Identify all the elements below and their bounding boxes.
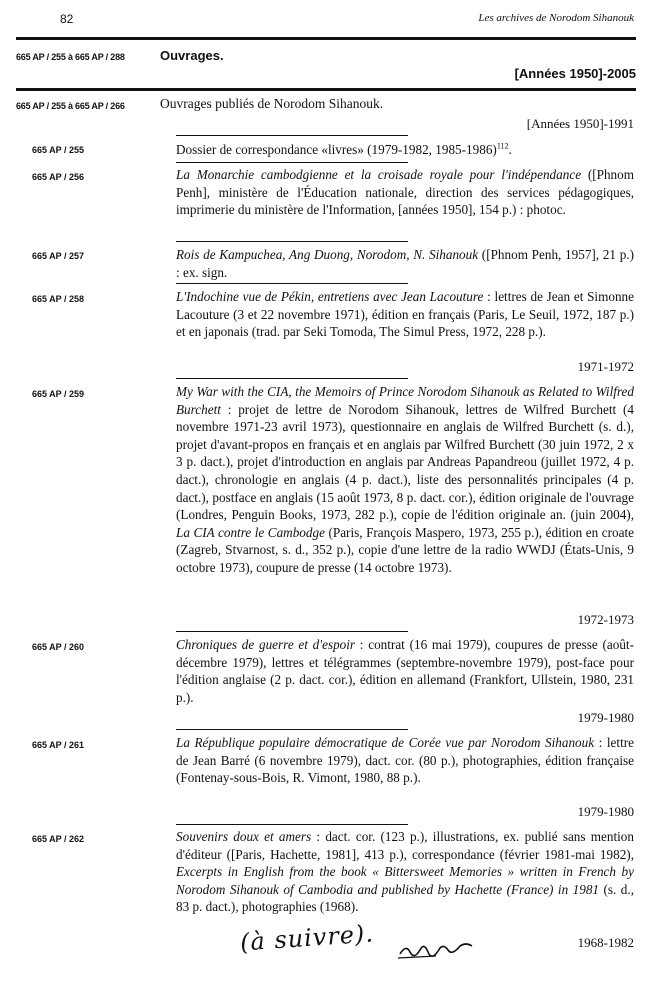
running-title: Les archives de Norodom Sihanouk <box>478 12 634 24</box>
entry-258: L'Indochine vue de Pékin, entretiens avec Jean Lacouture : lettres de Jean et Simonne Lacouture (3 et 22 novembre 1971), édition en français (Paris, Le Seuil, 1972, 187 p.) et en japonais (trad. par Seki Tomoda, The Simul Press, 1972, 228 p.). <box>176 289 634 340</box>
subseries-title: Ouvrages publiés de Norodom Sihanouk. <box>160 96 384 111</box>
entry-257: Rois de Kampuchea, Ang Duong, Norodom, N. Sihanouk ([Phnom Penh, 1957], 21 p.) : ex. sign. <box>176 247 634 280</box>
entry-dates: 1979-1980 <box>577 804 634 819</box>
entry-title: La Monarchie cambodgienne et la croisade royale pour l'indépendance <box>176 167 582 182</box>
entry-title: La République populaire démocratique de Corée vue par Norodom Sihanouk <box>176 735 595 750</box>
page-number: 82 <box>60 12 74 26</box>
series-code: 665 AP / 255 à 665 AP / 288 <box>16 52 125 62</box>
header-rule <box>16 37 636 40</box>
signature-scribble-icon <box>396 934 476 964</box>
entry-dates: 1979-1980 <box>577 710 634 725</box>
entry-separator <box>176 135 408 136</box>
entry-separator <box>176 378 408 379</box>
entry-title: Rois de Kampuchea, Ang Duong, Norodom, N. Sihanouk <box>176 247 479 262</box>
subseries-code: 665 AP / 255 à 665 AP / 266 <box>16 101 125 111</box>
series-dates: [Années 1950]-2005 <box>514 66 636 81</box>
entry-title: Chroniques de guerre et d'espoir <box>176 637 356 652</box>
entry-code: 665 AP / 262 <box>32 834 85 844</box>
subseries-dates: [Années 1950]-1991 <box>526 116 634 131</box>
entry-title-2: Excerpts in English from the book « Bittersweet Memories » written in French by Norodom Sihanouk of Cambodia and published by Hachette (France) in 1981 <box>176 864 634 897</box>
series-rule <box>16 88 636 91</box>
entry-255: Dossier de correspondance «livres» (1979-1982, 1985-1986)$^{112}$. <box>176 141 512 157</box>
entry-title: My War with the CIA, the Memoirs of Prince Norodom Sihanouk as Related to Wilfred Burchett <box>176 384 634 417</box>
entry-code: 665 AP / 260 <box>32 642 85 652</box>
entry-code: 665 AP / 259 <box>32 389 85 399</box>
entry-code: 665 AP / 255 <box>32 145 85 155</box>
entry-dates: 1971-1972 <box>577 359 634 374</box>
entry-262: Souvenirs doux et amers : dact. cor. (123 p.), illustrations, ex. publié sans mention d'éditeur ([Paris, Hachette, 1981], 413 p.), correspondance (février 1981-mai 1982), Excerpts in English from the book « Bittersweet Memories » written in French by Norodom Sihanouk of Cambodia and published by Hachette (France) in 1981 (s. d., 83 p. dact.), photographies (1968). <box>176 829 634 915</box>
entry-title: L'Indochine vue de Pékin, entretiens avec Jean Lacouture <box>176 289 484 304</box>
entry-261: La République populaire démocratique de Corée vue par Norodom Sihanouk : lettre de Jean Barré (6 novembre 1979), dact. cor. (80 p.), photographies, édition française (Fontenay-sous-Bois, R. Vimont, 1980, 88 p.). <box>176 735 634 786</box>
entry-separator <box>176 283 408 284</box>
entry-code: 665 AP / 257 <box>32 251 85 261</box>
series-title: Ouvrages. <box>160 48 224 63</box>
entry-separator <box>176 631 408 632</box>
handwritten-note: (à suivre). <box>239 919 375 957</box>
entry-260: Chroniques de guerre et d'espoir : contrat (16 mai 1979), coupures de presse (août-décembre 1979), lettres et télégrammes (septembre-novembre 1979), post-face pour l'édition anglaise (2 p. dact. cor.), édition en allemand (Frankfort, Ullstein, 1980, 231 p.). <box>176 637 634 705</box>
entry-code: 665 AP / 256 <box>32 172 85 182</box>
entry-separator <box>176 162 408 163</box>
entry-code: 665 AP / 261 <box>32 740 85 750</box>
entry-259: My War with the CIA, the Memoirs of Prince Norodom Sihanouk as Related to Wilfred Burchett : projet de lettre de Norodom Sihanouk, lettres de Wilfred Burchett (4 novembre 1971-23 avril 1973), questionnaire en anglais de Wilfred Burchett (s. d.), projet d'avant-propos en français et en anglais par Wilfred Burchett (30 juin 1972, 2 x 3 p. dact.), projet d'introduction en anglais par Andreas Papandreou (juillet 1972, 4 p. dact.), chronologie en anglais (4 p. dact.), liste des personnalités principales (4 p. dact.), postface en anglais (15 août 1973, 8 p. dact. cor.), édition originale de l'ouvrage (Londres, Penguin Books, 1973, 282 p.), copie de l'édition originale an. (juin 2004), La CIA contre le Cambodge (Paris, François Maspero, 1973, 255 p.), édition en croate (Zagreb, Stvarnost, s. d., 352 p.), copie d'une lettre de la radio WWDJ (États-Unis, 9 octobre 1973), coupure de presse (14 octobre 1973). <box>176 384 634 575</box>
entry-separator <box>176 729 408 730</box>
entry-256: La Monarchie cambodgienne et la croisade royale pour l'indépendance ([Phnom Penh], ministère de l'Éducation nationale, direction des services pédagogiques, imprimerie du ministère de l'Information, [années 1950], 154 p.) : photoc. <box>176 167 634 218</box>
entry-dates: 1968-1982 <box>577 935 634 950</box>
footnote-ref: 112 <box>496 141 509 151</box>
entry-separator <box>176 824 408 825</box>
page-header <box>0 10 650 30</box>
entry-dates: 1972-1973 <box>577 612 634 627</box>
entry-code: 665 AP / 258 <box>32 294 85 304</box>
entry-title: Souvenirs doux et amers <box>176 829 312 844</box>
entry-title-2: La CIA contre le Cambodge <box>176 524 325 540</box>
entry-separator <box>176 241 408 242</box>
